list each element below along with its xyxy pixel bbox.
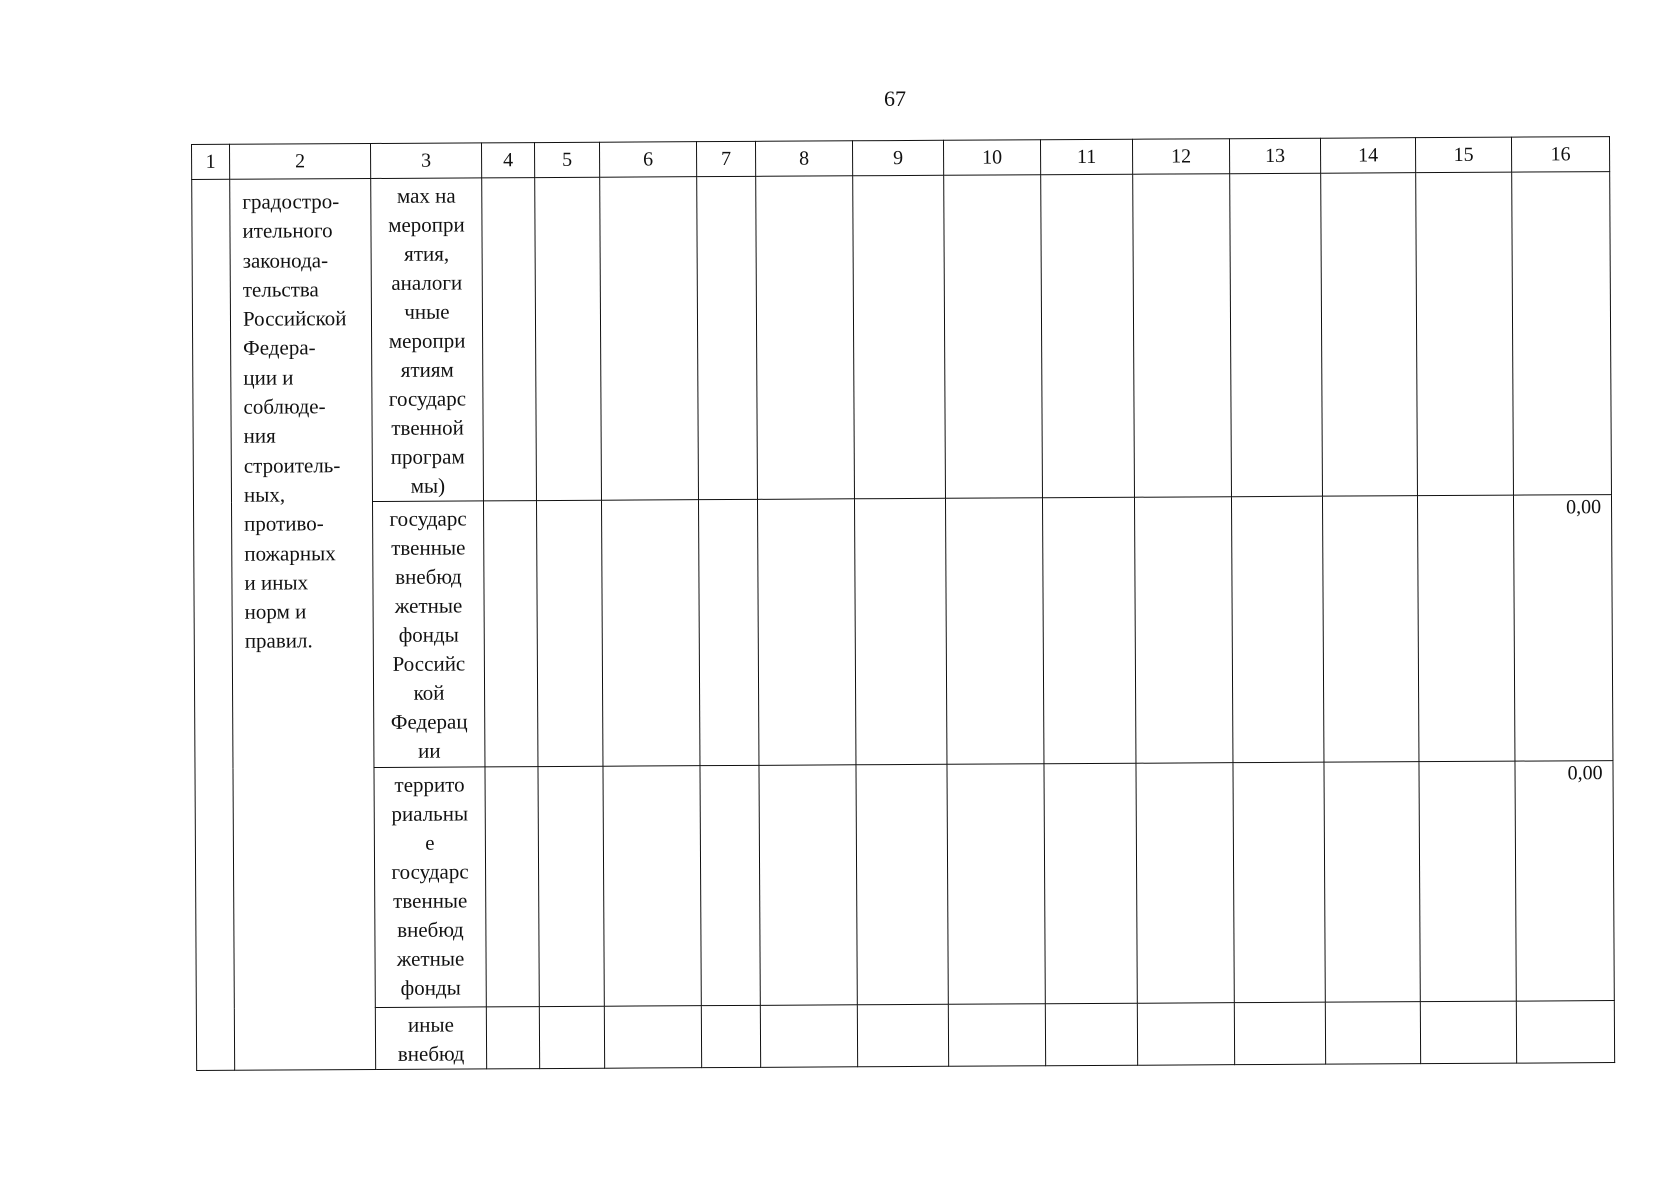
- header-cell: 5: [534, 142, 599, 177]
- header-cell: 11: [1040, 139, 1132, 175]
- text-line: противо-: [244, 511, 324, 536]
- empty-cell: [1044, 763, 1137, 1004]
- table-row: [194, 495, 1613, 769]
- empty-cell: [539, 1006, 604, 1068]
- empty-cell: [536, 500, 602, 766]
- text-line: жетные: [396, 946, 465, 971]
- empty-cell: [482, 178, 537, 501]
- empty-cell: [697, 176, 758, 499]
- empty-cell: [1417, 495, 1514, 762]
- empty-cell: [947, 764, 1045, 1005]
- value-text: 0,00: [1565, 496, 1602, 519]
- empty-cell: [1234, 1002, 1325, 1065]
- text-line: е: [425, 830, 435, 855]
- text-line: Российс: [392, 651, 466, 676]
- measure-description-cell: [230, 178, 376, 1070]
- text-line: государс: [388, 386, 467, 411]
- table-row: [195, 761, 1614, 1009]
- text-line: ции и: [243, 365, 294, 390]
- header-cell: 7: [696, 141, 755, 176]
- header-cell: 3: [371, 143, 482, 179]
- text-line: внебюд: [395, 564, 462, 589]
- text-line: ятиям: [400, 357, 454, 382]
- empty-cell: [601, 500, 699, 767]
- header-cell: 1: [192, 144, 230, 179]
- funding-source-cell: [374, 767, 486, 1008]
- budget-table: [191, 136, 1615, 1071]
- value-cell: [1512, 172, 1612, 496]
- text-line: террито: [394, 772, 465, 797]
- empty-cell: [483, 501, 537, 767]
- text-line: Федера-: [243, 335, 316, 361]
- value-text: 0,00: [1567, 762, 1603, 785]
- text-line: строитель-: [243, 452, 341, 478]
- empty-cell: [1134, 497, 1232, 764]
- text-line: ния: [243, 423, 276, 449]
- text-line: мах на: [396, 183, 456, 208]
- value-cell: [1513, 495, 1612, 762]
- empty-cell: [1231, 496, 1323, 763]
- empty-cell: [1324, 762, 1420, 1003]
- header-cell: 10: [943, 140, 1040, 176]
- text-line: внебюд: [397, 917, 464, 942]
- header-cell: 14: [1320, 138, 1415, 174]
- empty-cell: [1136, 763, 1234, 1004]
- empty-cell: [759, 765, 857, 1006]
- empty-cell: [538, 766, 604, 1006]
- table-row: [196, 1001, 1614, 1071]
- text-line: пожарных: [244, 540, 336, 566]
- text-line: иные: [407, 1012, 454, 1037]
- text-line: соблюде-: [243, 394, 326, 419]
- text-line: и иных: [244, 570, 309, 595]
- empty-cell: [1137, 1003, 1234, 1066]
- value-cell: [1515, 761, 1614, 1002]
- empty-cell: [1420, 1001, 1516, 1064]
- value-cell: [1516, 1001, 1614, 1064]
- table-row: [192, 172, 1612, 503]
- empty-cell: [1322, 496, 1418, 763]
- empty-cell: [853, 175, 946, 499]
- header-cell: 2: [230, 143, 371, 179]
- text-line: ии: [418, 738, 441, 763]
- header-cell: 15: [1415, 137, 1511, 173]
- header-cell: 6: [599, 142, 696, 178]
- text-line: риальны: [391, 801, 469, 826]
- empty-cell: [1325, 1002, 1420, 1065]
- empty-cell: [486, 1007, 539, 1069]
- text-line: внебюд: [397, 1041, 465, 1066]
- empty-cell: [856, 764, 948, 1005]
- text-line: меропри: [388, 212, 465, 237]
- text-line: Федерац: [390, 709, 468, 734]
- header-cell: 13: [1229, 138, 1320, 174]
- empty-cell: [485, 767, 539, 1007]
- empty-cell: [701, 1005, 760, 1067]
- funding-source-cell: [372, 501, 484, 768]
- empty-cell: [700, 765, 760, 1005]
- text-line: тельства: [242, 277, 319, 302]
- text-line: государс: [389, 506, 467, 531]
- empty-cell: [948, 1004, 1045, 1067]
- empty-cell: [945, 498, 1043, 765]
- empty-cell: [756, 176, 855, 500]
- text-line: кой: [413, 680, 445, 705]
- empty-cell: [1419, 761, 1516, 1002]
- empty-cell: [944, 175, 1043, 499]
- text-line: законода-: [242, 247, 329, 273]
- empty-cell: [1133, 174, 1232, 498]
- text-line: твенной: [391, 415, 464, 440]
- text-line: правил.: [244, 628, 313, 654]
- empty-cell: [600, 177, 699, 501]
- funding-source-cell: [375, 1007, 486, 1070]
- header-cell: 8: [755, 141, 852, 177]
- empty-cell: [535, 177, 602, 500]
- empty-cell: [1233, 762, 1325, 1003]
- text-line: ятия,: [404, 241, 450, 266]
- value-text: [1512, 172, 1609, 173]
- text-line: градостро-: [242, 189, 340, 214]
- empty-cell: [1416, 172, 1514, 496]
- empty-cell: [604, 1006, 701, 1069]
- text-line: аналоги: [391, 270, 463, 295]
- text-line: меропри: [388, 328, 466, 353]
- empty-cell: [1045, 1003, 1137, 1066]
- row-number-cell: [192, 179, 235, 1070]
- empty-cell: [603, 766, 701, 1007]
- empty-cell: [1042, 497, 1135, 764]
- text-line: фонды: [400, 975, 461, 1000]
- text-line: чные: [404, 299, 450, 324]
- empty-cell: [857, 1004, 948, 1067]
- text-line: мы): [410, 473, 446, 498]
- header-cell: 16: [1511, 137, 1609, 173]
- text-line: програм: [390, 444, 465, 469]
- page-number: 67: [884, 86, 906, 111]
- text-line: Российской: [242, 306, 347, 331]
- funding-source-cell: [371, 178, 484, 502]
- empty-cell: [698, 499, 758, 765]
- empty-cell: [1321, 173, 1418, 497]
- text-line: жетные: [394, 593, 463, 618]
- empty-cell: [760, 1005, 857, 1068]
- text-line: фонды: [398, 622, 459, 647]
- header-cell: 12: [1132, 139, 1229, 175]
- header-cell: 9: [852, 140, 943, 176]
- empty-cell: [1041, 174, 1135, 498]
- text-line: ительного: [242, 218, 333, 244]
- empty-cell: [1230, 173, 1323, 497]
- text-line: государс: [391, 859, 469, 884]
- text-line: норм и: [244, 599, 307, 624]
- text-line: твенные: [393, 888, 468, 913]
- header-cell: 4: [481, 143, 534, 178]
- text-line: ных,: [243, 482, 286, 507]
- empty-cell: [757, 499, 855, 766]
- text-line: твенные: [391, 535, 466, 560]
- empty-cell: [854, 498, 946, 765]
